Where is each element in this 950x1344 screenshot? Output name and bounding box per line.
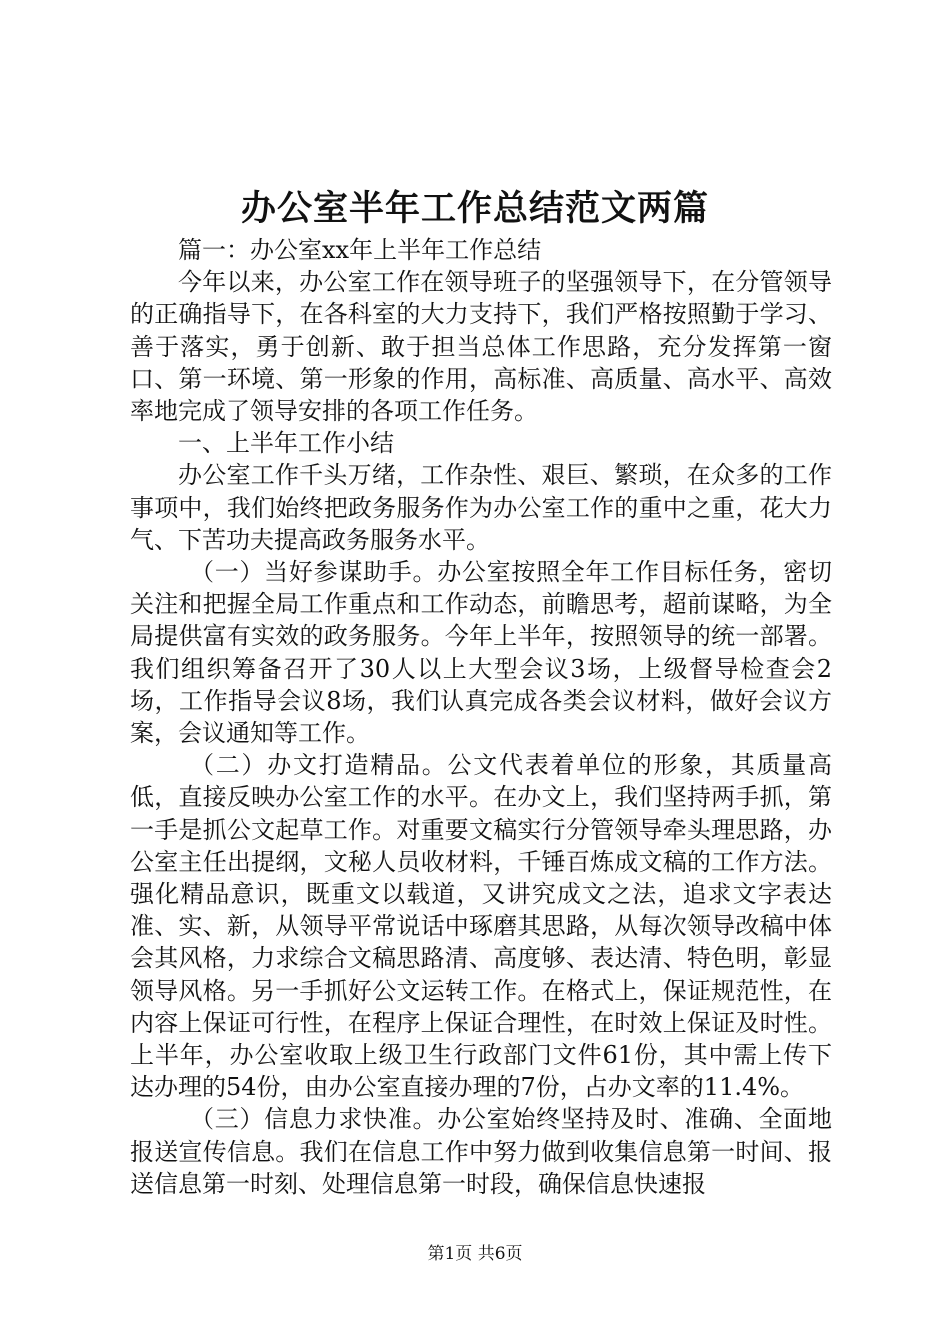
paragraph-item-3: （三）信息力求快准。办公室始终坚持及时、准确、全面地报送宣传信息。我们在信息工作中努力做到收集信息第一时间、报送信息第一时刻、处理信息第一时段，确保信息快速报: [130, 1105, 832, 1198]
section-heading-part-one: 篇一：办公室xx年上半年工作总结: [178, 236, 542, 264]
paragraph-overview: 办公室工作千头万绪，工作杂性、艰巨、繁琐，在众多的工作事项中，我们始终把政务服务作为办公室工作的重中之重，花大力气、下苦功夫提高政务服务水平。: [130, 461, 832, 554]
paragraph-intro: 今年以来，办公室工作在领导班子的坚强领导下，在分管领导的正确指导下，在各科室的大力支持下，我们严格按照勤于学习、善于落实，勇于创新、敢于担当总体工作思路，充分发挥第一窗口、第一环境、第一形象的作用，高标准、高质量、高水平、高效率地完成了领导安排的各项工作任务。: [130, 268, 832, 426]
document-title: 办公室半年工作总结范文两篇: [240, 188, 709, 229]
paragraph-item-1: （一）当好参谋助手。办公室按照全年工作目标任务，密切关注和把握全局工作重点和工作动态，前瞻思考，超前谋略，为全局提供富有实效的政务服务。今年上半年，按照领导的统一部署。我们组织筹备召开了30人以上大型会议3场，上级督导检查会2场，工作指导会议8场，我们认真完成各类会议材料，做好会议方案，会议通知等工作。: [130, 558, 832, 748]
section-heading-summary: 一、上半年工作小结: [178, 429, 394, 458]
page-number-footer: 第1页 共6页: [427, 1244, 523, 1264]
paragraph-item-2: （二）办文打造精品。公文代表着单位的形象，其质量高低，直接反映办公室工作的水平。在办文上，我们坚持两手抓，第一手是抓公文起草工作。对重要文稿实行分管领导牵头理思路，办公室主任出提纲，文秘人员收材料，千锤百炼成文稿的工作方法。强化精品意识，既重文以载道，又讲究成文之法，追求文字表达准、实、新，从领导平常说话中琢磨其思路，从每次领导改稿中体会其风格，力求综合文稿思路清、高度够、表达清、特色明，彰显领导风格。另一手抓好公文运转工作。在格式上，保证规范性，在内容上保证可行性，在程序上保证合理性，在时效上保证及时性。上半年，办公室收取上级卫生行政部门文件61份，其中需上传下达办理的54份，由办公室直接办理的7份，占办文率的11.4%。: [130, 751, 832, 1102]
document-body: [130, 234, 832, 1200]
